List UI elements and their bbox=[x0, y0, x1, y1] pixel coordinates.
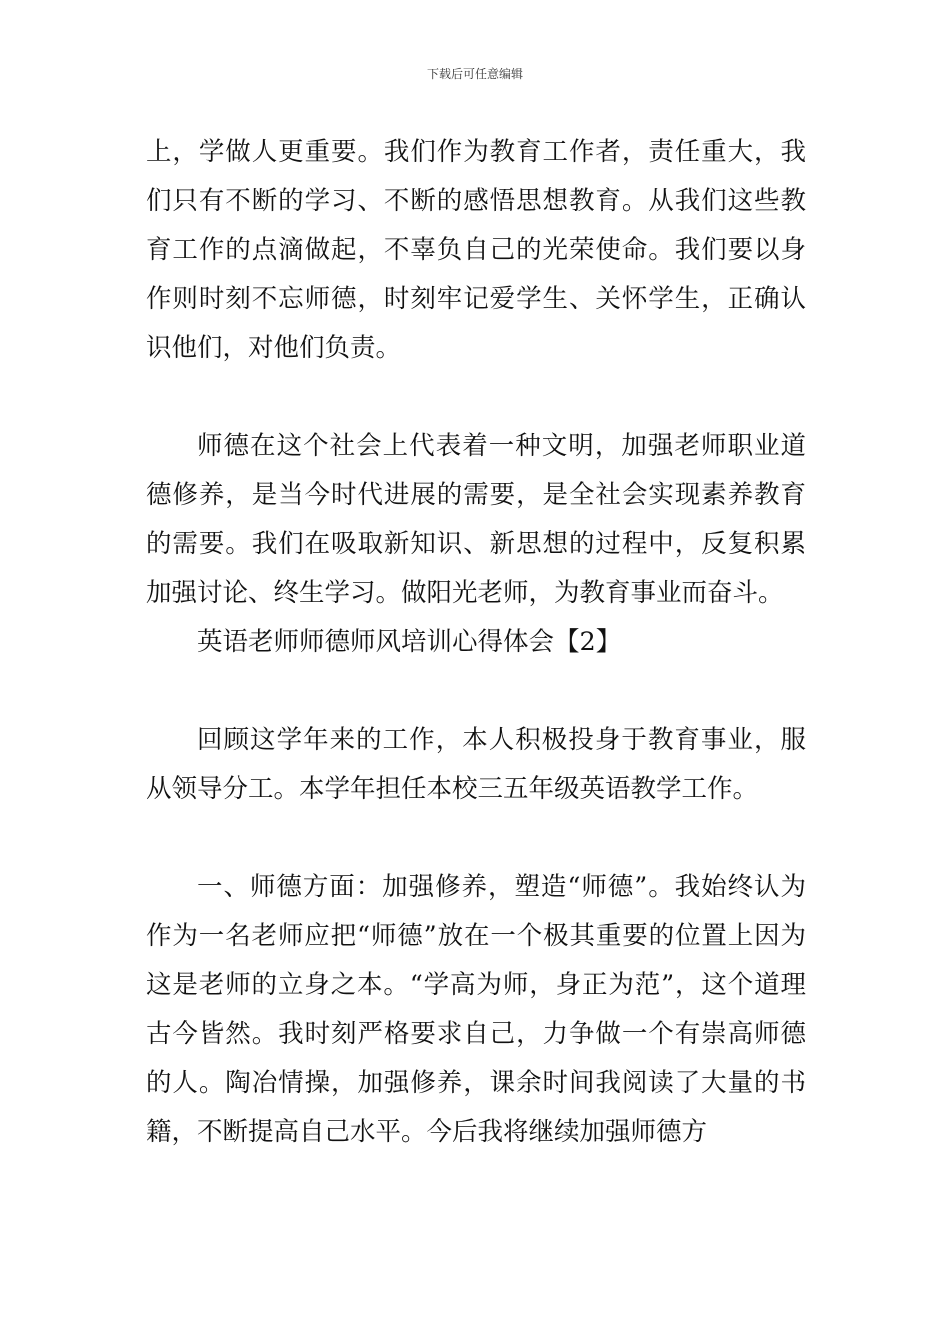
paragraph-teacher-ethics: 师德在这个社会上代表着一种文明，加强老师职业道德修养，是当今时代进展的需要，是全社会实现素养教育的需要。我们在吸取新知识、新思想的过程中，反复积累加强讨论、终生学习。做阳光老师，为教育事业而奋斗。 bbox=[146, 431, 806, 608]
section-heading: 英语老师师德师风培训心得体会【2】 bbox=[197, 627, 622, 657]
paragraph-ethics-section: 一、师德方面：加强修养，塑造“师德”。我始终认为作为一名老师应把“师德”放在一个极其重要的位置上因为这是老师的立身之本。“学高为师，身正为范”，这个道理古今皆然。我时刻严格要求自己，力争做一个有崇高师德的人。陶冶情操，加强修养，课余时间我阅读了大量的书籍，不断提高自己水平。今后我将继续加强师德方 bbox=[146, 872, 806, 1147]
paragraph-review: 回顾这学年来的工作，本人积极投身于教育事业，服从领导分工。本学年担任本校三五年级英语教学工作。 bbox=[146, 725, 806, 804]
document-body bbox=[146, 128, 806, 1157]
page-header: 下载后可任意编辑 bbox=[426, 67, 523, 81]
paragraph-continuation: 上，学做人更重要。我们作为教育工作者，责任重大，我们只有不断的学习、不断的感悟思想教育。从我们这些教育工作的点滴做起，不辜负自己的光荣使命。我们要以身作则时刻不忘师德，时刻牢记爱学生、关怀学生，正确认识他们，对他们负责。 bbox=[146, 137, 806, 363]
